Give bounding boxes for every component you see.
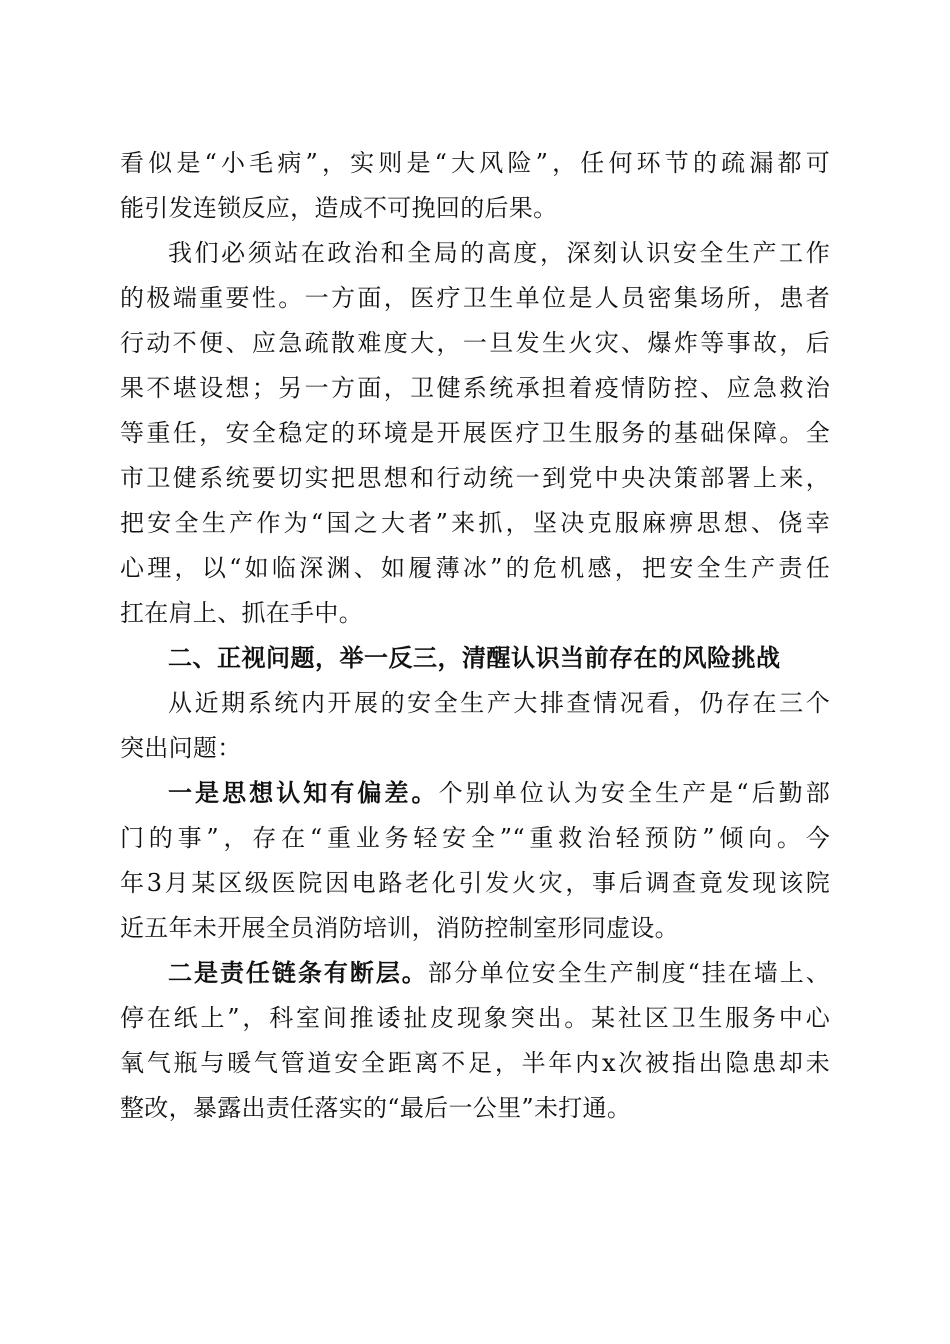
- paragraph-2-line-6: 市卫健系统要切实把思想和行动统一到党中央决策部署上来，: [120, 464, 830, 492]
- paragraph-2-line-7: 把安全生产作为“国之大者”来抓，坚决克服麻痹思想、侥幸: [120, 509, 830, 537]
- section-heading: 二、正视问题，举一反三，清醒认识当前存在的风险挑战: [168, 644, 781, 672]
- paragraph-2-line-2: 的极端重要性。一方面，医疗卫生单位是人员密集场所，患者: [120, 284, 830, 312]
- paragraph-5-line-4: 整改，暴露出责任落实的“最后一公里”未打通。: [120, 1094, 632, 1122]
- paragraph-4-line-1: [168, 773, 830, 813]
- paragraph-2-line-3: 行动不便、应急疏散难度大，一旦发生火灾、爆炸等事故，后: [120, 329, 830, 357]
- paragraph-3-line-2: 突出问题：: [120, 734, 242, 762]
- paragraph-5-line-2: 停在纸上”，科室间推诿扯皮现象突出。某社区卫生服务中心: [120, 1004, 830, 1032]
- paragraph-1-line-2: 能引发连锁反应，造成不可挽回的后果。: [120, 194, 558, 222]
- paragraph-5-lead: 二是责任链条有断层。: [168, 958, 428, 987]
- paragraph-1-line-1: 看似是“小毛病”，实则是“大风险”，任何环节的疏漏都可: [120, 149, 830, 177]
- paragraph-4-line-2: 门的事”，存在“重业务轻安全”“重救治轻预防”倾向。今: [120, 824, 830, 852]
- paragraph-2-line-5: 等重任，安全稳定的环境是开展医疗卫生服务的基础保障。全: [120, 419, 830, 447]
- paragraph-2-line-9: 扛在肩上、抓在手中。: [120, 599, 363, 627]
- paragraph-4-line-3: 年3月某区级医院因电路老化引发火灾，事后调查竟发现该院: [120, 869, 830, 897]
- paragraph-2-line-1: 我们必须站在政治和全局的高度，深刻认识安全生产工作: [168, 239, 830, 267]
- paragraph-5-first-rest: 部分单位安全生产制度“挂在墙上、: [427, 959, 831, 987]
- paragraph-2-line-8: 心理，以“如临深渊、如履薄冰”的危机感，把安全生产责任: [120, 554, 830, 582]
- paragraph-4-first-rest: 个别单位认为安全生产是“后勤部: [438, 779, 830, 807]
- paragraph-4-line-4: 近五年未开展全员消防培训，消防控制室形同虚设。: [120, 914, 679, 942]
- paragraph-5-line-1: [168, 953, 830, 993]
- paragraph-3-line-1: 从近期系统内开展的安全生产大排查情况看，仍存在三个: [168, 689, 830, 717]
- paragraph-5-line-3: 氧气瓶与暖气管道安全距离不足，半年内x次被指出隐患却未: [120, 1049, 830, 1077]
- paragraph-4-lead: 一是思想认知有偏差。: [168, 778, 439, 807]
- paragraph-2-line-4: 果不堪设想；另一方面，卫健系统承担着疫情防控、应急救治: [120, 374, 830, 402]
